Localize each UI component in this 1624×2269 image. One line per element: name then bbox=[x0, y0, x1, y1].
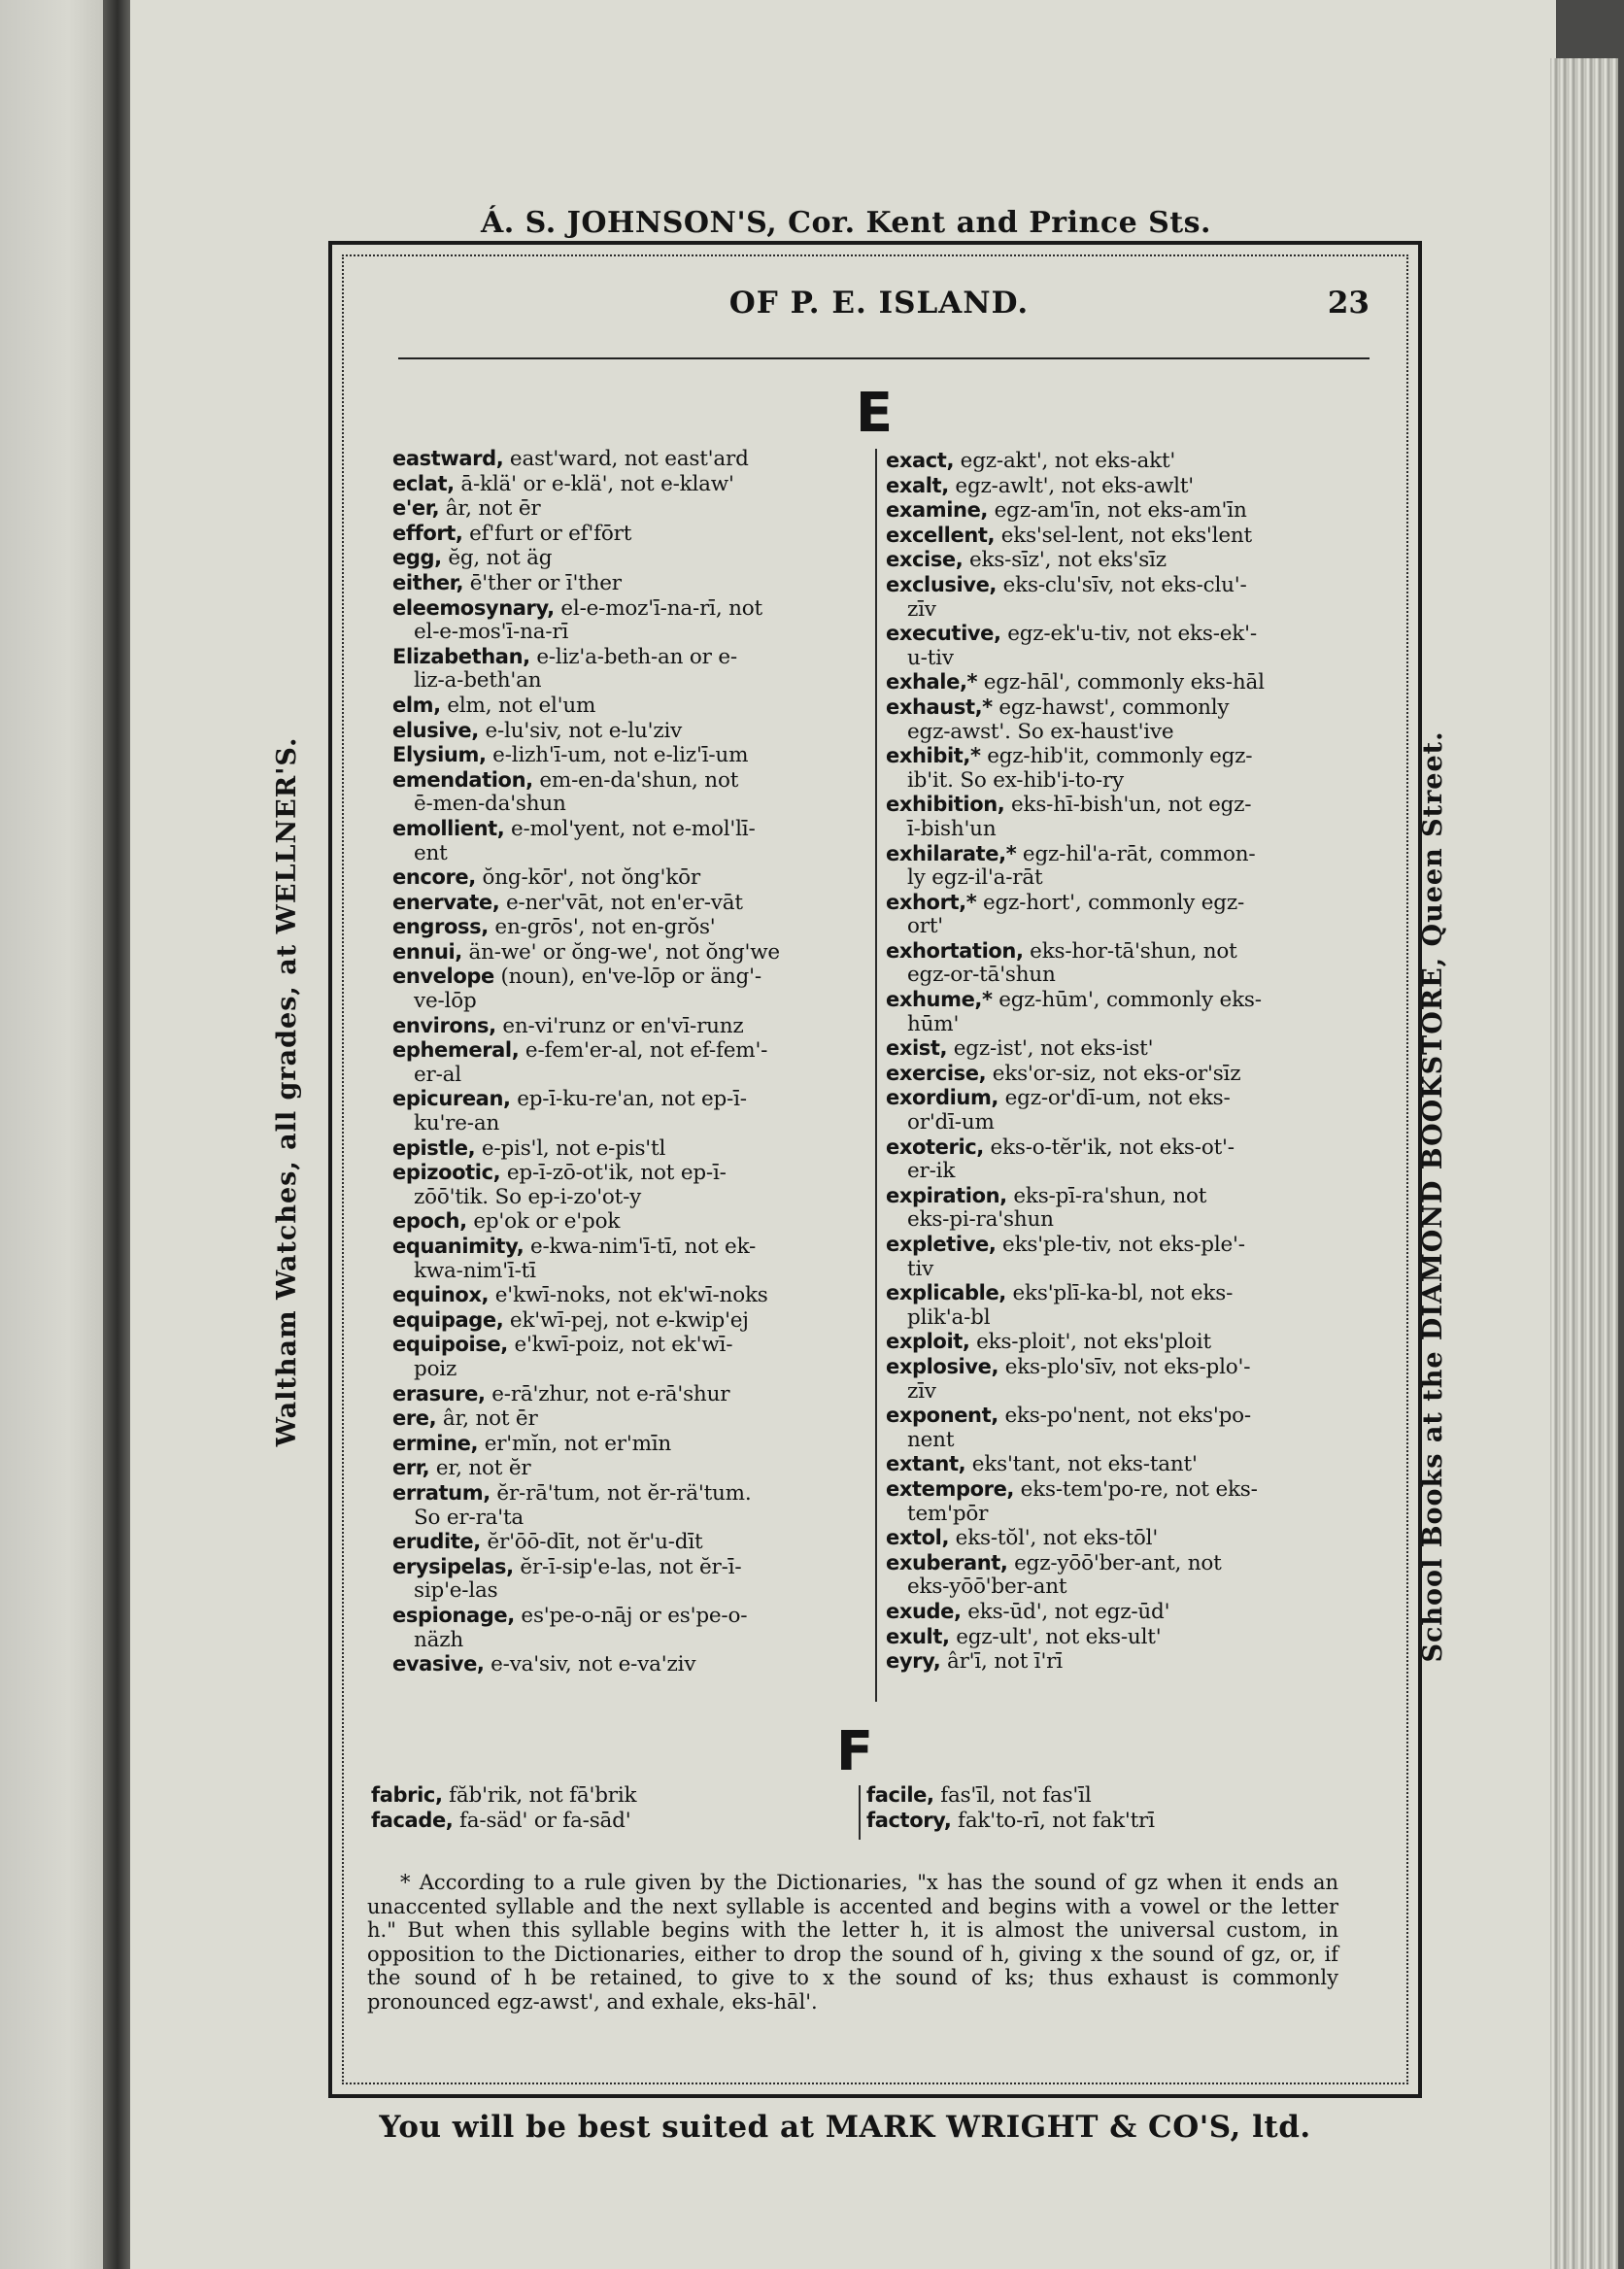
entry-headword: erasure, bbox=[392, 1381, 486, 1405]
footnote bbox=[367, 1871, 1338, 2014]
dictionary-entry bbox=[392, 472, 878, 497]
entry-pronunciation: âr'ī, not ī'rī bbox=[940, 1649, 1063, 1675]
entry-headword: equinox, bbox=[392, 1283, 490, 1307]
entry-pronunciation: ā-klä' or e-klä', not e-klaw' bbox=[454, 471, 734, 496]
dictionary-entry bbox=[886, 1526, 1364, 1551]
dictionary-entry bbox=[886, 524, 1364, 549]
entry-pronunciation: egz-hāl', commonly eks-hāl bbox=[977, 670, 1265, 695]
entries-e-right bbox=[886, 449, 1364, 1675]
entry-pronunciation: ĕr'ōō-dīt, not ĕr'u-dīt bbox=[480, 1530, 703, 1555]
entry-pronunciation: e-rā'zhur, not e-rā'shur bbox=[485, 1381, 730, 1406]
entry-headword: elusive, bbox=[392, 718, 479, 742]
entry-headword: eleemosynary, bbox=[392, 595, 555, 620]
dictionary-entry bbox=[392, 865, 878, 891]
entry-headword: exact, bbox=[886, 449, 955, 472]
entry-pronunciation: ep'ok or e'pok bbox=[466, 1209, 621, 1235]
entry-pronunciation: âr, not ēr bbox=[439, 496, 541, 522]
entry-headword: exoteric, bbox=[886, 1134, 984, 1159]
dictionary-entry bbox=[886, 988, 1364, 1013]
entry-headword: epizootic, bbox=[392, 1161, 501, 1185]
dictionary-entry bbox=[392, 719, 878, 744]
entry-pronunciation: eks-hor-tā'shun, not bbox=[1023, 938, 1237, 964]
dictionary-entry bbox=[392, 1209, 878, 1235]
entry-continuation: ly egz-il'a-rāt bbox=[907, 865, 1043, 891]
dictionary-entry bbox=[392, 940, 878, 965]
dictionary-entry bbox=[392, 1038, 878, 1064]
dictionary-entry bbox=[886, 1135, 1364, 1161]
entry-pronunciation: (noun), en've-lōp or äng'- bbox=[493, 965, 761, 990]
dictionary-entry bbox=[392, 1308, 878, 1334]
entry-continuation: tiv bbox=[907, 1256, 934, 1281]
column-divider-f bbox=[859, 1785, 861, 1840]
dictionary-entry bbox=[886, 1036, 1364, 1062]
dictionary-entry bbox=[886, 1649, 1364, 1675]
entry-pronunciation: eks-o-tĕr'ik, not eks-ot'- bbox=[983, 1134, 1235, 1160]
entry-headword: explicable, bbox=[886, 1281, 1006, 1305]
entry-headword: extol, bbox=[886, 1526, 950, 1550]
page-number: 23 bbox=[1327, 286, 1370, 321]
section-letter-f: F bbox=[835, 1720, 874, 1783]
dictionary-entry bbox=[392, 645, 878, 670]
entry-continuation: So er-ra'ta bbox=[414, 1505, 524, 1530]
entry-pronunciation: egz-hawst', commonly bbox=[992, 694, 1230, 720]
entry-headword: environs, bbox=[392, 1013, 496, 1037]
entry-pronunciation: eks-plo'sīv, not eks-plo'- bbox=[998, 1354, 1251, 1379]
entry-headword: epistle, bbox=[392, 1135, 476, 1160]
entry-headword: erysipelas, bbox=[392, 1554, 514, 1578]
dictionary-entry bbox=[886, 1452, 1364, 1477]
dictionary-entry bbox=[886, 1404, 1364, 1429]
entry-headword: engross, bbox=[392, 915, 489, 939]
header-rule bbox=[398, 357, 1370, 359]
dictionary-entry bbox=[392, 1456, 878, 1481]
dictionary-entry bbox=[392, 743, 878, 768]
dictionary-entry bbox=[886, 670, 1364, 695]
dictionary-entry bbox=[392, 1406, 878, 1432]
entry-headword: exponent, bbox=[886, 1404, 998, 1428]
dictionary-entry bbox=[371, 1809, 857, 1834]
entry-headword: exclusive, bbox=[886, 572, 997, 596]
page-header bbox=[389, 282, 1370, 340]
entry-continuation: nent bbox=[907, 1427, 955, 1452]
entry-headword: espionage, bbox=[392, 1603, 515, 1627]
entry-headword: facile, bbox=[866, 1783, 934, 1807]
dictionary-entry bbox=[886, 548, 1364, 573]
dictionary-entry bbox=[886, 1330, 1364, 1355]
entry-headword: eclat, bbox=[392, 471, 455, 495]
dictionary-entry bbox=[392, 571, 878, 596]
entry-headword: encore, bbox=[392, 865, 476, 890]
left-advertisement: Waltham Watches, all grades, at WELLNER'S. bbox=[272, 736, 302, 1447]
entry-pronunciation: egz-hib'it, commonly egz- bbox=[980, 744, 1253, 769]
entry-headword: ephemeral, bbox=[392, 1038, 520, 1063]
entry-pronunciation: e-ner'vāt, not en'er-vāt bbox=[499, 890, 743, 915]
entry-headword: erudite, bbox=[392, 1530, 481, 1554]
dictionary-entry bbox=[886, 1184, 1364, 1209]
entry-continuation: näzh bbox=[414, 1627, 464, 1652]
entry-headword: enervate, bbox=[392, 890, 500, 914]
entry-pronunciation: âr, not ēr bbox=[436, 1406, 538, 1432]
entry-headword: exhume,* bbox=[886, 988, 993, 1012]
entry-continuation: plik'a-bl bbox=[907, 1304, 991, 1330]
entry-headword: ermine, bbox=[392, 1431, 479, 1455]
entry-headword: extant, bbox=[886, 1452, 966, 1476]
entry-pronunciation: än-we' or ŏng-we', not ŏng'we bbox=[461, 939, 780, 965]
dictionary-entry bbox=[886, 793, 1364, 818]
dictionary-entry bbox=[392, 596, 878, 622]
entry-headword: examine, bbox=[886, 498, 989, 523]
entry-continuation: ī-bish'un bbox=[907, 816, 997, 841]
entry-pronunciation: fas'īl, not fas'īl bbox=[933, 1783, 1092, 1808]
entry-pronunciation: eks-ūd', not egz-ūd' bbox=[961, 1599, 1170, 1624]
entry-headword: excellent, bbox=[886, 523, 996, 547]
entries-f-right bbox=[866, 1783, 1364, 1833]
entry-continuation: er-ik bbox=[907, 1159, 956, 1184]
entry-pronunciation: egz-awlt', not eks-awlt' bbox=[948, 473, 1194, 498]
dictionary-entry bbox=[886, 622, 1364, 647]
entry-pronunciation: eks'ple-tiv, not eks-ple'- bbox=[996, 1233, 1245, 1257]
dictionary-entry bbox=[886, 449, 1364, 474]
dictionary-entry bbox=[886, 1233, 1364, 1258]
entry-headword: executive, bbox=[886, 622, 1001, 646]
entry-continuation: egz-or-tā'shun bbox=[907, 963, 1056, 988]
entry-continuation: ort' bbox=[907, 914, 943, 939]
entry-continuation: zōō'tik. So ep-i-zo'ot-y bbox=[414, 1184, 642, 1209]
entry-pronunciation: er, not ĕr bbox=[429, 1456, 531, 1481]
entry-pronunciation: e'kwī-poiz, not ek'wī- bbox=[507, 1333, 733, 1358]
entry-headword: ennui, bbox=[392, 939, 462, 964]
entry-pronunciation: egz-am'īn, not eks-am'īn bbox=[988, 498, 1247, 524]
book-gutter bbox=[103, 0, 132, 2269]
dictionary-entry bbox=[886, 1062, 1364, 1087]
entry-headword: either, bbox=[392, 570, 464, 594]
entry-pronunciation: es'pe-o-nāj or es'pe-o- bbox=[514, 1603, 748, 1628]
entries-f-left bbox=[371, 1783, 857, 1833]
entry-pronunciation: en-vi'runz or en'vī-runz bbox=[495, 1013, 744, 1038]
dictionary-entry bbox=[392, 694, 878, 719]
dictionary-entry bbox=[392, 1432, 878, 1457]
entry-headword: egg, bbox=[392, 546, 442, 570]
entry-pronunciation: em-en-da'shun, not bbox=[532, 767, 739, 793]
entry-headword: exhortation, bbox=[886, 938, 1024, 963]
entry-continuation: liz-a-beth'an bbox=[414, 668, 542, 694]
dictionary-entry bbox=[886, 1625, 1364, 1650]
entry-headword: exhibition, bbox=[886, 793, 1005, 817]
entry-pronunciation: en-grōs', not en-grŏs' bbox=[488, 915, 716, 940]
entry-headword: expiration, bbox=[886, 1183, 1007, 1207]
entry-headword: err, bbox=[392, 1456, 430, 1480]
entries-e-left bbox=[392, 447, 878, 1677]
dictionary-entry bbox=[392, 496, 878, 522]
dictionary-entry bbox=[886, 573, 1364, 598]
dictionary-entry bbox=[392, 1014, 878, 1039]
entry-headword: exalt, bbox=[886, 473, 949, 497]
dictionary-entry bbox=[866, 1783, 1364, 1809]
entry-headword: emendation, bbox=[392, 767, 533, 792]
dictionary-entry bbox=[392, 546, 878, 571]
entry-pronunciation: eks'tant, not eks-tant' bbox=[965, 1452, 1198, 1477]
entry-continuation: ku're-an bbox=[414, 1111, 500, 1136]
entry-headword: expletive, bbox=[886, 1233, 997, 1256]
entry-headword: emollient, bbox=[392, 816, 505, 840]
dictionary-entry bbox=[886, 842, 1364, 867]
dictionary-entry bbox=[392, 1283, 878, 1308]
entry-pronunciation: ĕr-ī-sip'e-las, not ĕr-ī- bbox=[513, 1554, 742, 1579]
entry-continuation: hūm' bbox=[907, 1011, 960, 1036]
entry-headword: exult, bbox=[886, 1624, 950, 1648]
dictionary-entry bbox=[392, 447, 878, 472]
dictionary-entry bbox=[392, 1604, 878, 1629]
entry-headword: exploit, bbox=[886, 1330, 970, 1354]
entry-pronunciation: eks-pī-ra'shun, not bbox=[1006, 1183, 1207, 1208]
entry-headword: extempore, bbox=[886, 1476, 1014, 1501]
entry-pronunciation: eks-hī-bish'un, not egz- bbox=[1004, 793, 1252, 818]
dictionary-entry bbox=[392, 1235, 878, 1260]
dictionary-entry bbox=[392, 1382, 878, 1407]
entry-continuation: egz-awst'. So ex-haust'ive bbox=[907, 719, 1174, 744]
entry-pronunciation: eks-tŏl', not eks-tōl' bbox=[949, 1526, 1159, 1551]
dictionary-entry bbox=[886, 939, 1364, 965]
right-advertisement: School Books at the DIAMOND BOOKSTORE, Queen Street. bbox=[1418, 730, 1448, 1663]
entry-headword: excise, bbox=[886, 548, 964, 572]
dictionary-entry bbox=[392, 1530, 878, 1555]
entry-continuation: er-al bbox=[414, 1062, 461, 1087]
dictionary-entry bbox=[886, 498, 1364, 524]
entry-pronunciation: ep-ī-zō-ot'ik, not ep-ī- bbox=[500, 1161, 727, 1186]
entry-headword: exist, bbox=[886, 1036, 948, 1061]
entry-continuation: poiz bbox=[414, 1356, 457, 1381]
dictionary-entry bbox=[392, 965, 878, 990]
entry-pronunciation: e-liz'a-beth-an or e- bbox=[529, 644, 737, 669]
entry-headword: fabric, bbox=[371, 1783, 443, 1807]
entry-pronunciation: fak'to-rī, not fak'trī bbox=[951, 1808, 1155, 1833]
dictionary-entry bbox=[392, 817, 878, 842]
entry-headword: facade, bbox=[371, 1808, 454, 1832]
dictionary-entry bbox=[886, 1600, 1364, 1625]
dictionary-entry bbox=[371, 1783, 857, 1809]
entry-continuation: el-e-mos'ī-na-rī bbox=[414, 620, 569, 645]
entry-pronunciation: eks-clu'sīv, not eks-clu'- bbox=[997, 572, 1247, 597]
entry-pronunciation: eks-tem'po-re, not eks- bbox=[1014, 1476, 1258, 1502]
entry-pronunciation: east'ward, not east'ard bbox=[503, 447, 749, 471]
dictionary-entry bbox=[392, 1136, 878, 1162]
dictionary-entry bbox=[392, 1652, 878, 1677]
entry-headword: Elizabethan, bbox=[392, 644, 530, 668]
section-letter-e: E bbox=[855, 382, 894, 445]
entry-headword: exhaust,* bbox=[886, 694, 993, 719]
entry-headword: epoch, bbox=[392, 1209, 467, 1234]
entry-headword: equanimity, bbox=[392, 1235, 524, 1258]
entry-continuation: ve-lōp bbox=[414, 989, 477, 1014]
entry-headword: equipage, bbox=[392, 1307, 504, 1332]
entry-headword: equipoise, bbox=[392, 1333, 508, 1357]
page-stack-edge bbox=[1550, 58, 1618, 2269]
entry-continuation: u-tiv bbox=[907, 645, 954, 670]
entry-pronunciation: e-fem'er-al, not ef-fem'- bbox=[519, 1038, 768, 1064]
entry-pronunciation: eks-sīz', not eks'sīz bbox=[963, 548, 1167, 573]
entry-headword: exhort,* bbox=[886, 890, 977, 914]
entry-pronunciation: ē'ther or ī'ther bbox=[463, 570, 622, 595]
entry-pronunciation: egz-akt', not eks-akt' bbox=[954, 449, 1176, 473]
entry-pronunciation: ep-ī-ku-re'an, not ep-ī- bbox=[510, 1087, 747, 1112]
entry-headword: exordium, bbox=[886, 1086, 999, 1110]
entry-pronunciation: egz-ist', not eks-ist' bbox=[947, 1036, 1154, 1062]
entry-headword: exhilarate,* bbox=[886, 841, 1017, 865]
entry-pronunciation: eks-po'nent, not eks'po- bbox=[998, 1404, 1251, 1429]
entry-pronunciation: ŏng-kōr', not ŏng'kōr bbox=[475, 865, 700, 891]
dictionary-entry bbox=[886, 1086, 1364, 1111]
entry-headword: epicurean, bbox=[392, 1087, 511, 1111]
entry-pronunciation: ĕg, not äg bbox=[441, 546, 553, 571]
entry-pronunciation: e'kwī-noks, not ek'wī-noks bbox=[489, 1283, 768, 1308]
entry-pronunciation: făb'rik, not fā'brik bbox=[442, 1783, 637, 1808]
entry-headword: factory, bbox=[866, 1808, 952, 1832]
entry-pronunciation: e-va'siv, not e-va'ziv bbox=[484, 1652, 696, 1677]
entry-headword: eastward, bbox=[392, 447, 504, 470]
dictionary-entry bbox=[886, 891, 1364, 916]
dictionary-entry bbox=[392, 1555, 878, 1580]
entry-headword: eyry, bbox=[886, 1649, 941, 1674]
entry-continuation: zīv bbox=[907, 1378, 936, 1404]
entry-headword: ere, bbox=[392, 1406, 437, 1431]
entry-pronunciation: ĕr-rā'tum, not ĕr-rä'tum. bbox=[490, 1480, 752, 1506]
entry-headword: Elysium, bbox=[392, 743, 487, 767]
entry-pronunciation: ek'wī-pej, not e-kwip'ej bbox=[503, 1307, 749, 1333]
entry-pronunciation: egz-hūm', commonly eks- bbox=[992, 988, 1262, 1013]
entry-pronunciation: egz-hil'a-rāt, common- bbox=[1016, 841, 1256, 866]
entry-pronunciation: eks-ploit', not eks'ploit bbox=[969, 1330, 1211, 1355]
entry-continuation: ib'it. So ex-hib'i-to-ry bbox=[907, 767, 1124, 793]
entry-continuation: sip'e-las bbox=[414, 1578, 498, 1604]
entry-continuation: ent bbox=[414, 840, 448, 865]
top-advertisement: Á. S. JOHNSON'S, Cor. Kent and Prince Sts. bbox=[481, 206, 1211, 240]
dictionary-entry bbox=[886, 744, 1364, 769]
dictionary-entry bbox=[886, 1551, 1364, 1576]
dictionary-entry bbox=[886, 1281, 1364, 1306]
entry-headword: explosive, bbox=[886, 1354, 999, 1378]
entry-headword: e'er, bbox=[392, 496, 440, 521]
bottom-advertisement: You will be best suited at MARK WRIGHT & CO'S, ltd. bbox=[379, 2110, 1311, 2145]
entry-pronunciation: e-lu'siv, not e-lu'ziv bbox=[478, 718, 683, 743]
entry-headword: exuberant, bbox=[886, 1550, 1008, 1575]
entry-pronunciation: egz-ek'u-tiv, not eks-ek'- bbox=[1000, 622, 1257, 647]
dictionary-entry bbox=[886, 695, 1364, 721]
entry-pronunciation: eks'sel-lent, not eks'lent bbox=[995, 523, 1252, 548]
dictionary-entry bbox=[392, 522, 878, 547]
entry-pronunciation: e-kwa-nim'ī-tī, not ek- bbox=[524, 1235, 757, 1259]
dictionary-entry bbox=[392, 1333, 878, 1358]
dictionary-entry bbox=[866, 1809, 1364, 1834]
entry-pronunciation: elm, not el'um bbox=[440, 693, 596, 718]
entry-continuation: kwa-nim'ī-tī bbox=[414, 1258, 536, 1283]
dictionary-entry bbox=[392, 1481, 878, 1507]
entry-continuation: tem'pōr bbox=[907, 1501, 989, 1526]
entry-pronunciation: egz-yōō'ber-ant, not bbox=[1007, 1550, 1222, 1575]
dictionary-entry bbox=[392, 891, 878, 916]
entry-continuation: eks-yōō'ber-ant bbox=[907, 1575, 1067, 1600]
entry-headword: elm, bbox=[392, 693, 441, 717]
entry-headword: exhibit,* bbox=[886, 744, 981, 768]
entry-pronunciation: egz-or'dī-um, not eks- bbox=[998, 1086, 1231, 1111]
entry-headword: evasive, bbox=[392, 1652, 485, 1676]
entry-continuation: ē-men-da'shun bbox=[414, 792, 566, 817]
dictionary-entry bbox=[392, 768, 878, 794]
entry-pronunciation: ef'furt or ef'fōrt bbox=[462, 521, 632, 546]
entry-pronunciation: el-e-moz'ī-na-rī, not bbox=[554, 595, 762, 621]
entry-pronunciation: e-mol'yent, not e-mol'lī- bbox=[504, 816, 756, 841]
entry-pronunciation: egz-ult', not eks-ult' bbox=[949, 1624, 1162, 1649]
dictionary-entry bbox=[392, 915, 878, 940]
dictionary-entry bbox=[392, 1087, 878, 1112]
entry-pronunciation: fa-säd' or fa-sād' bbox=[453, 1808, 631, 1833]
entry-pronunciation: e-lizh'ī-um, not e-liz'ī-um bbox=[486, 743, 749, 768]
dictionary-entry bbox=[886, 1355, 1364, 1380]
entry-headword: exercise, bbox=[886, 1061, 987, 1085]
footnote-text: * According to a rule given by the Dictionaries, "x has the sound of gz when it ends an unaccented syllable and the next syllable is accented and begins with a vowel or the letter h." But when this syllable begins with the letter h, it is almost the universal custom, in opposition to the Dictionaries, either to drop the sound of h, giving x the sound of gz, or, if the sound of h be retained, to give to x the sound of ks; thus exhaust is commonly pronounced egz-awst', and exhale, eks-hāl'. bbox=[367, 1871, 1338, 2014]
entry-headword: exude, bbox=[886, 1599, 962, 1623]
entry-continuation: zīv bbox=[907, 596, 936, 622]
entry-pronunciation: er'mĭn, not er'mīn bbox=[478, 1431, 672, 1456]
page-title: OF P. E. ISLAND. bbox=[728, 286, 1030, 321]
entry-headword: effort, bbox=[392, 521, 463, 545]
entry-headword: envelope bbox=[392, 965, 494, 989]
entry-pronunciation: eks'plī-ka-bl, not eks- bbox=[1005, 1281, 1234, 1306]
dictionary-entry bbox=[886, 474, 1364, 499]
dictionary-entry bbox=[392, 1161, 878, 1186]
entry-pronunciation: e-pis'l, not e-pis'tl bbox=[475, 1135, 666, 1161]
entry-pronunciation: egz-hort', commonly egz- bbox=[976, 890, 1245, 915]
entry-continuation: or'dī-um bbox=[907, 1110, 995, 1135]
entry-headword: exhale,* bbox=[886, 670, 978, 694]
entry-continuation: eks-pi-ra'shun bbox=[907, 1207, 1054, 1233]
entry-headword: erratum, bbox=[392, 1480, 491, 1505]
dictionary-entry bbox=[886, 1477, 1364, 1503]
entry-pronunciation: eks'or-siz, not eks-or'sīz bbox=[986, 1061, 1241, 1086]
